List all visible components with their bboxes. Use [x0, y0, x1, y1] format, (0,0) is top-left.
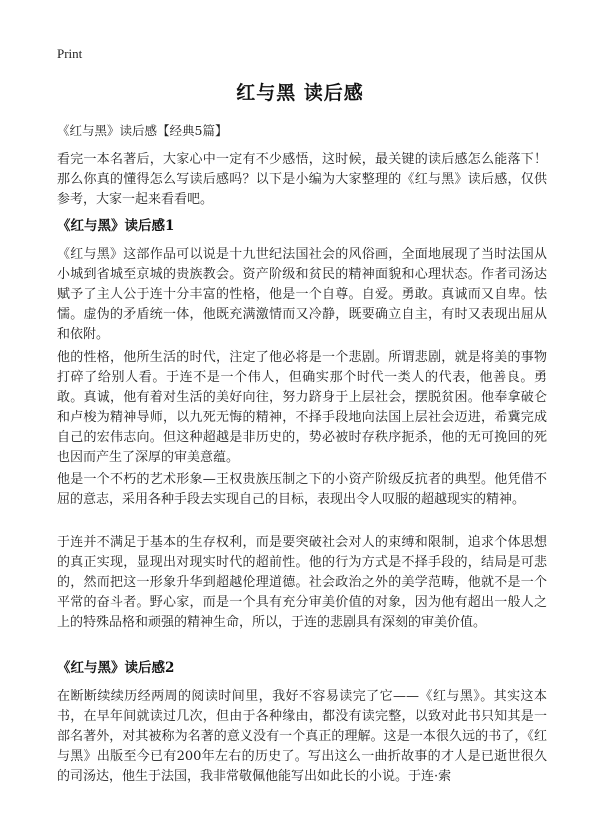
print-link[interactable]: Print: [57, 46, 83, 61]
section-1-paragraph-4: 于连并不满足于基本的生存权利，而是要突破社会对人的束缚和限制，追求个体思想的真正实现，显现出对现实时代的超前性。他的行为方式是不择手段的，结局是可悲的，然而把这一形象升华到超越伦理道德。社会政治之外的美学范畴，他就不是一个平常的奋斗者。野心家，而是一个具有充分审美价值的对象，因为他有超出一般人之上的特殊品格和顽强的精神生命，所以，于连的悲剧具有深刻的审美价值。: [57, 535, 547, 630]
section-2-paragraph-1: 在断断续续历经两周的阅读时间里，我好不容易读完了它——《红与黑》。其实这本书，在早年间就读过几次，但由于各种缘由，都没有读完整，以致对此书只知其是一部名著外，对其被称为名著的意义没有一个真正的理解。这是一本很久远的书了，《红与黑》出版至今已有200年左右的历史了。写出这么一曲折故事的才人是已逝世很久的司汤达，他生于法国，我非常敬佩他能写出如此长的小说。于连·索: [57, 689, 547, 784]
section-1-paragraph-2: 他的性格，他所生活的时代，注定了他必将是一个悲剧。所谓悲剧，就是将美的事物打碎了给别人看。于连不是一个伟人，但确实那个时代一类人的代表，他善良。勇敢。真诚，他有着对生活的美好向往，努力跻身于上层社会，摆脱贫困。他奉拿破仑和卢梭为精神导师，以九死无悔的精神，不择手段地向法国上层社会迈进，希冀完成自己的宏伟志向。但这种超越是非历史的，势必被时存秩序扼杀，他的无可挽回的死也因而产生了深厚的审美意蕴。: [57, 350, 547, 465]
intro-paragraph: 看完一本名著后，大家心中一定有不少感悟，这时候，最关键的读后感怎么能落下！那么你真的懂得怎么写读后感吗？以下是小编为大家整理的《红与黑》读后感，仅供参考，大家一起来看看吧。: [57, 152, 547, 207]
section-1-paragraph-3: 他是一个不朽的艺术形象—王权贵族压制之下的小资产阶级反抗者的典型。他凭借不屈的意志，采用各种手段去实现自己的目标，表现出令人叹服的超越现实的精神。: [57, 472, 547, 507]
section-1-paragraph-1: 《红与黑》这部作品可以说是十九世纪法国社会的风俗画，全面地展现了当时法国从小城到省城至京城的贵族教会。资产阶级和贫民的精神面貌和心理状态。作者司汤达赋予了主人公于连十分丰富的性格，他是一个自尊。自爱。勇敢。真诚而又自卑。怯懦。虚伪的矛盾统一体，他既充满激情而又冷静，既要确立自主，有时又表现出屈从和依附。: [57, 247, 547, 342]
section-heading-2: 《红与黑》读后感2: [57, 660, 175, 676]
section-heading-1: 《红与黑》读后感1: [57, 218, 175, 234]
document-subtitle: 《红与黑》读后感【经典5篇】: [57, 123, 228, 138]
document-title: 红与黑 读后感: [236, 82, 364, 104]
